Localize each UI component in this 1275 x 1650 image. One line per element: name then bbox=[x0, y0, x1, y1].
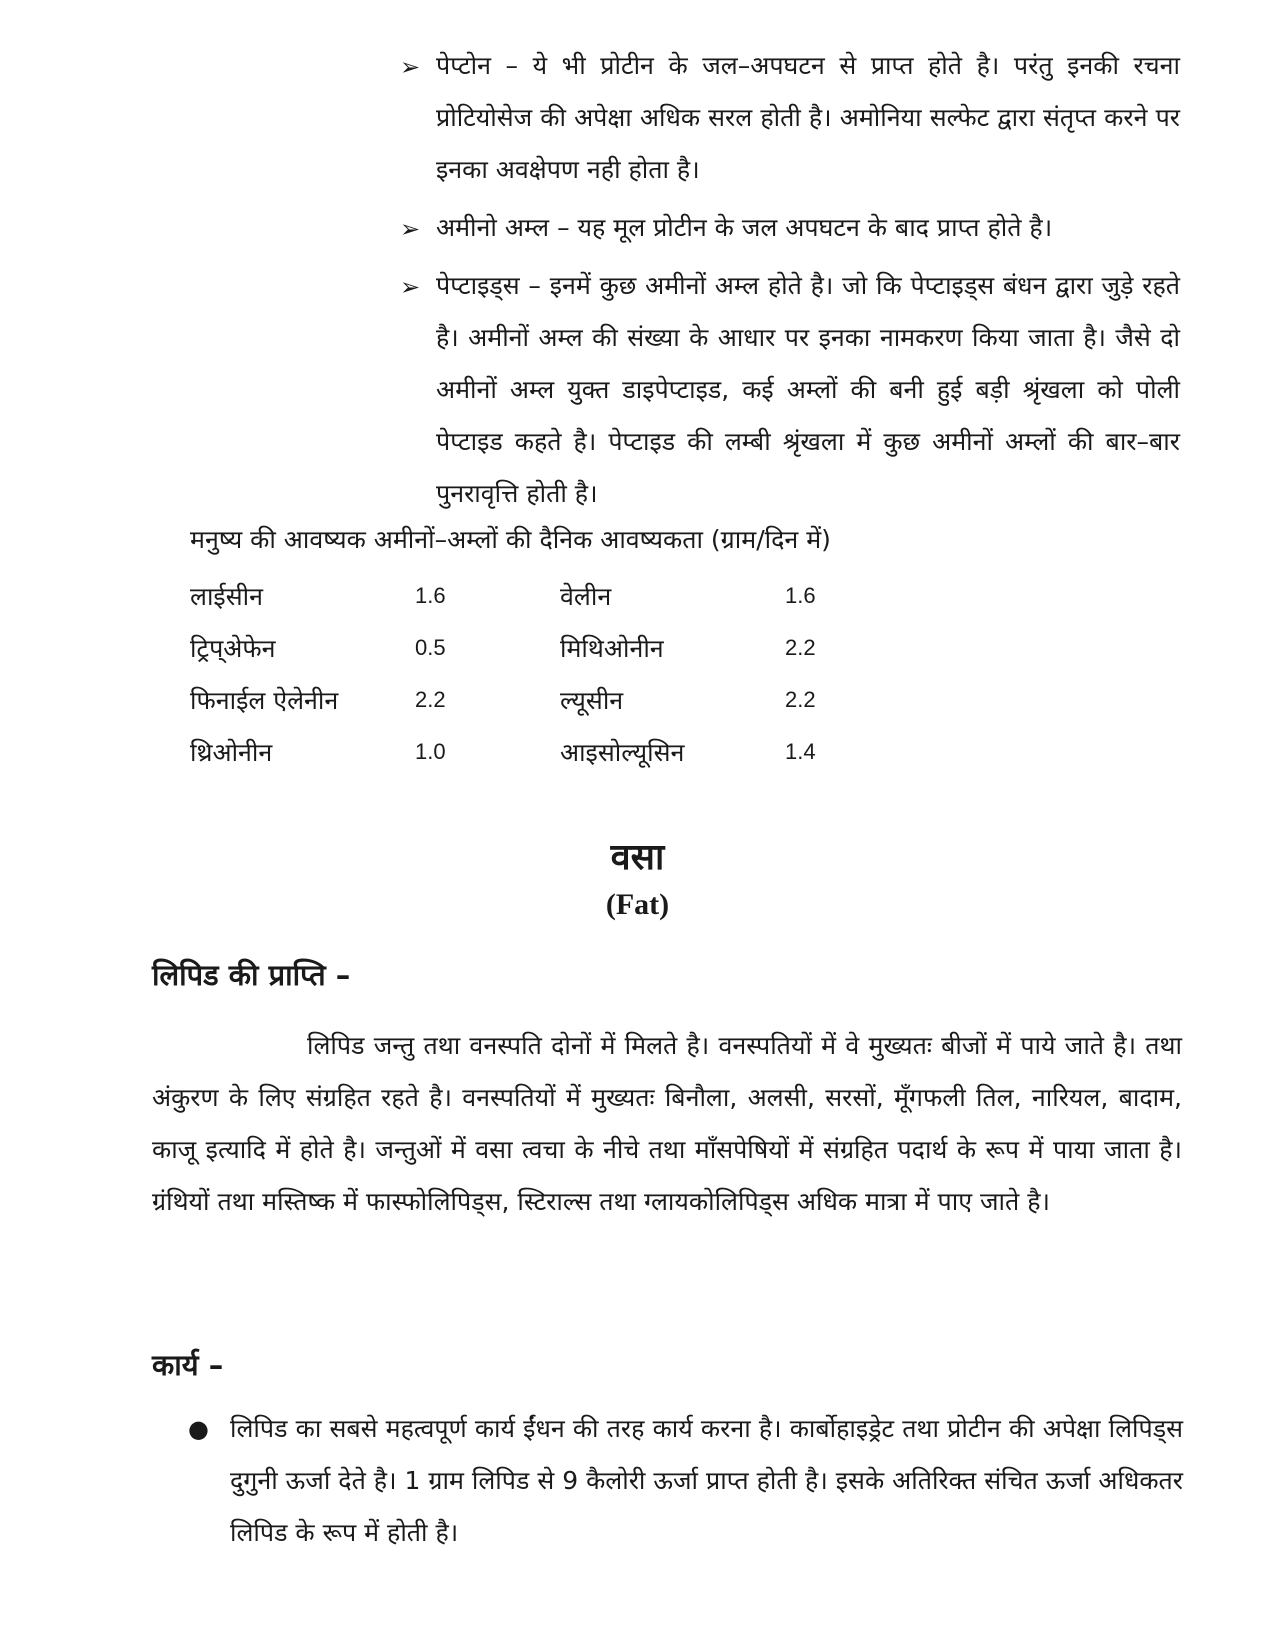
arrow-bullet-icon: ➢ bbox=[400, 215, 421, 243]
amino-acid-name: फिनाईल ऐलेनीन bbox=[190, 686, 339, 715]
amino-acid-value: 1.6 bbox=[785, 583, 816, 608]
amino-acid-name: वेलीन bbox=[560, 582, 612, 611]
lipid-source-heading: लिपिड की प्राप्ति – bbox=[152, 958, 351, 992]
amino-acid-requirement-caption: मनुष्य की आवष्यक अमीनों–अम्लों की दैनिक आवष्यकता (ग्राम/दिन में) bbox=[190, 525, 831, 554]
list-item-text: लिपिड का सबसे महत्वपूर्ण कार्य ईंधन की तरह कार्य करना है। कार्बोहाइड्रेट तथा प्रोटीन की अपेक्षा लिपिड्स दुगुनी ऊर्जा देते है। 1 ग्राम लिपिड से 9 कैलोरी ऊर्जा प्राप्त होती है। इसके अतिरिक्त संचित ऊर्जा अधिकतर लिपिड के रूप में होती है। bbox=[230, 1414, 1183, 1547]
amino-acid-value: 1.6 bbox=[415, 583, 446, 608]
functions-heading: कार्य – bbox=[152, 1348, 224, 1382]
table-row bbox=[190, 726, 930, 778]
arrow-bullet-icon: ➢ bbox=[400, 273, 421, 301]
functions-list bbox=[188, 1403, 1183, 1559]
amino-acid-value: 1.4 bbox=[785, 739, 816, 764]
amino-acid-value: 1.0 bbox=[415, 739, 446, 764]
arrow-bullet-icon: ➢ bbox=[400, 53, 421, 81]
list-item-peptone bbox=[400, 40, 1180, 196]
list-item-text: पेप्टोन – ये भी प्रोटीन के जल–अपघटन से प्राप्त होते है। परंतु इनकी रचना प्रोटियोसेज की अपेक्षा अधिक सरल होती है। अमोनिया सल्फेट द्वारा संतृप्त करने पर इनका अवक्षेपण नही होता है। bbox=[436, 51, 1180, 184]
amino-acid-name: लाईसीन bbox=[190, 582, 263, 611]
table-row bbox=[190, 674, 930, 726]
amino-acid-requirement-table bbox=[190, 570, 930, 778]
protein-derivatives-list bbox=[400, 40, 1180, 526]
amino-acid-value: 2.2 bbox=[785, 687, 816, 712]
amino-acid-value: 2.2 bbox=[415, 687, 446, 712]
list-item-text: पेप्टाइड्स – इनमें कुछ अमीनों अम्ल होते है। जो कि पेप्टाइड्स बंधन द्वारा जुड़े रहते है। अमीनों अम्ल की संख्या के आधार पर इनका नामकरण किया जाता है। जैसे दो अमीनों अम्ल युक्त डाइपेप्टाइड, कई अम्लों की बनी हुई बड़ी श्रृंखला को पोली पेप्टाइड कहते है। पेप्टाइड की लम्बी श्रृंखला में कुछ अमीनों अम्लों की बार–बार पुनरावृत्ति होती है। bbox=[436, 271, 1180, 508]
amino-acid-name: ट्रिप्अेफेन bbox=[190, 634, 276, 663]
section-subtitle: (Fat) bbox=[605, 888, 670, 921]
table-row bbox=[190, 622, 930, 674]
amino-acid-name: थ्रिओनीन bbox=[190, 738, 273, 767]
list-item-amino-acid bbox=[400, 202, 1180, 254]
amino-acid-name: आइसोल्यूसिन bbox=[560, 738, 685, 767]
lipid-source-paragraph: लिपिड जन्तु तथा वनस्पति दोनों में मिलते है। वनस्पतियों में वे मुख्यतः बीजों में पाये जाते है। तथा अंकुरण के लिए संग्रहित रहते है। वनस्पतियों में मुख्यतः बिनौला, अलसी, सरसों, मूँगफली तिल, नारियल, बादाम, काजू इत्यादि में होते है। जन्तुओं में वसा त्वचा के नीचे तथा माँसपेषियों में संग्रहित पदार्थ के रूप में पाया जाता है। ग्रंथियों तथा मस्तिष्क में फास्फोलिपिड्स, स्टिराल्स तथा ग्लायकोलिपिड्स अधिक मात्रा में पाए जाते है। bbox=[152, 1031, 1182, 1216]
amino-acid-value: 2.2 bbox=[785, 635, 816, 660]
table-row bbox=[190, 570, 930, 622]
section-title: वसा bbox=[610, 837, 665, 878]
dot-bullet-icon: ● bbox=[188, 1415, 209, 1443]
amino-acid-value: 0.5 bbox=[415, 635, 446, 660]
list-item-peptides bbox=[400, 260, 1180, 520]
amino-acid-name: मिथिओनीन bbox=[560, 634, 664, 663]
list-item bbox=[188, 1403, 1183, 1559]
amino-acid-name: ल्यूसीन bbox=[560, 686, 624, 715]
list-item-text: अमीनो अम्ल – यह मूल प्रोटीन के जल अपघटन के बाद प्राप्त होते है। bbox=[436, 213, 1053, 242]
